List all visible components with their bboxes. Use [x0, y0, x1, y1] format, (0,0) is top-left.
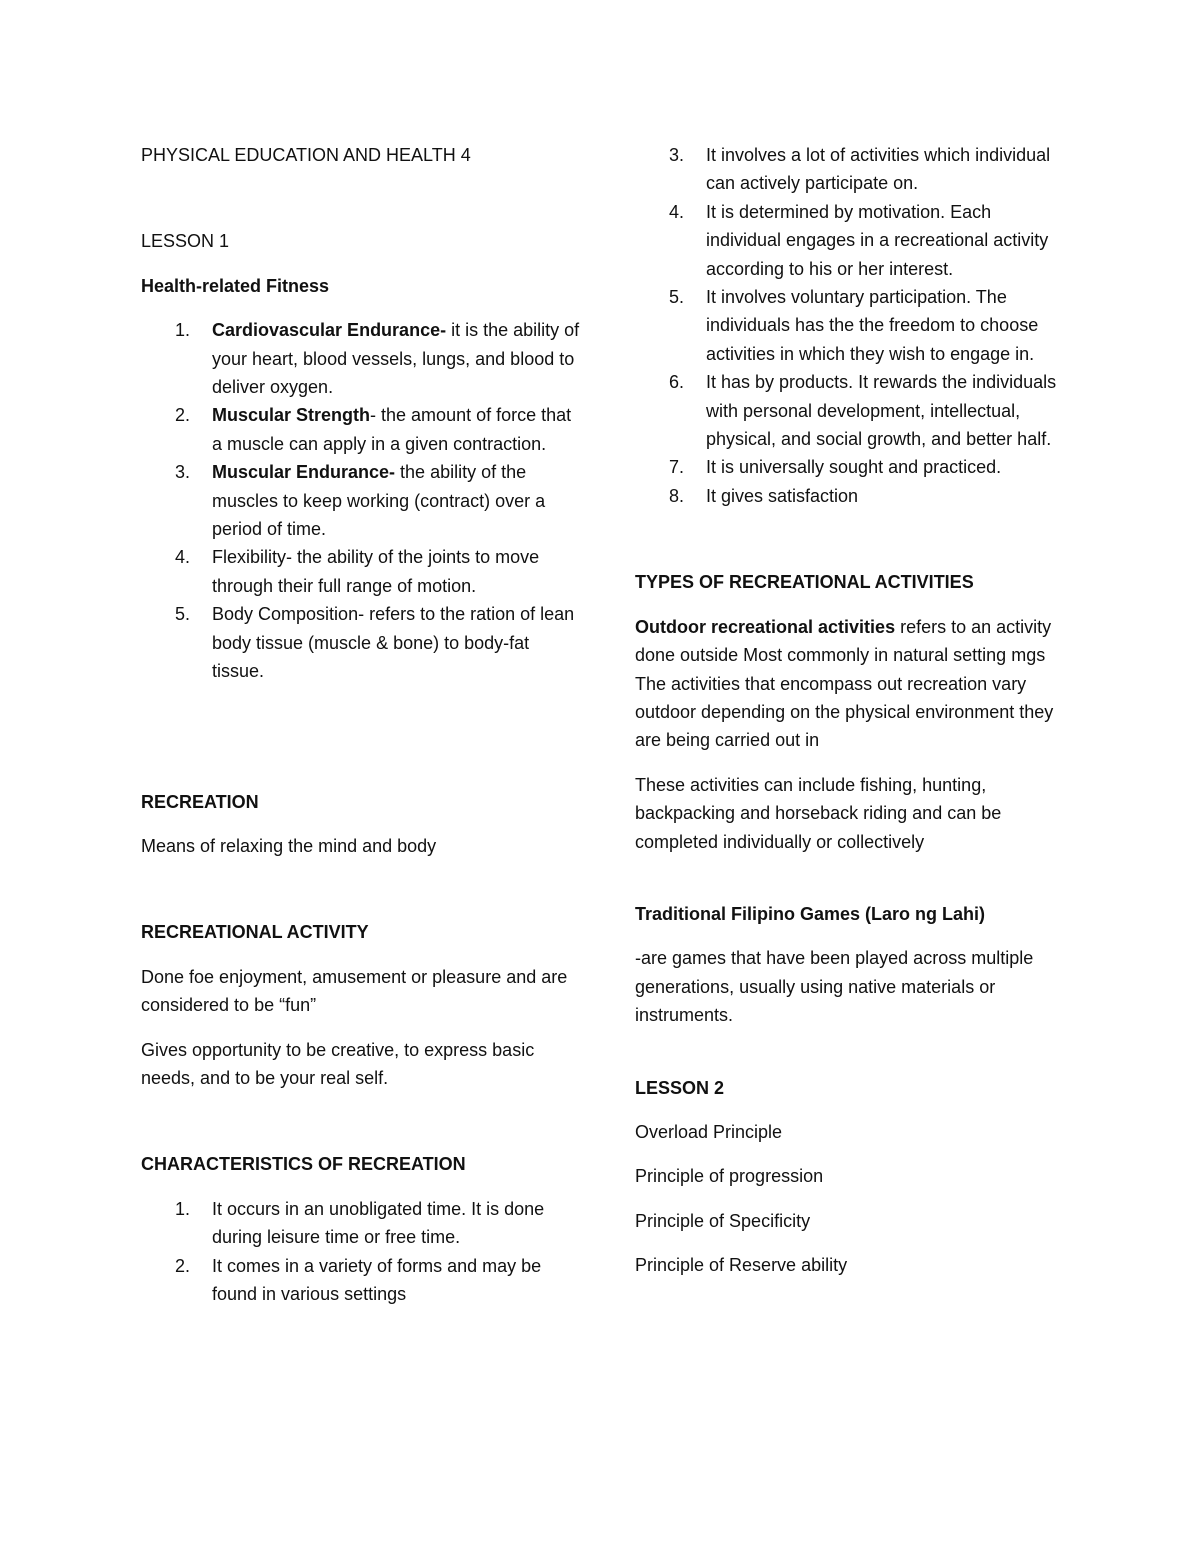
fitness-list — [141, 316, 581, 685]
fitness-heading: Health-related Fitness — [141, 275, 330, 296]
list-item: 3. It involves a lot of activities which individual can actively participate on. — [669, 145, 1051, 194]
document-title: PHYSICAL EDUCATION AND HEALTH 4 — [141, 145, 471, 165]
characteristics-heading: CHARACTERISTICS OF RECREATION — [141, 1154, 466, 1175]
principle-item: Overload Principle — [635, 1121, 783, 1142]
outdoor-paragraph: Outdoor recreational activities refers to an activity done outside Most commonly in natural setting mgs The activities that encompass out recreation vary outdoor depending on the physical environment they are being carried out in — [635, 616, 1054, 751]
list-item: 5. Body Composition- refers to the ration of lean body tissue (muscle & bone) to body-fat tissue. — [175, 604, 575, 682]
recreational-activity-p2: Gives opportunity to be creative, to express basic needs, and to be your real self. — [141, 1039, 535, 1088]
recreational-activity-p1: Done foe enjoyment, amusement or pleasure and are considered to be “fun” — [141, 966, 568, 1016]
right-column — [635, 141, 1065, 1280]
list-item: 2. Muscular Strength- the amount of force that a muscle can apply in a given contraction. — [175, 405, 572, 454]
lesson2-label: LESSON 2 — [635, 1077, 725, 1098]
characteristics-list-part1 — [141, 1195, 581, 1309]
recreation-heading: RECREATION — [141, 791, 259, 812]
characteristics-list-part2 — [635, 141, 1065, 510]
list-item: 8. It gives satisfaction — [669, 485, 859, 506]
list-item: 4. Flexibility- the ability of the joints to move through their full range of motion. — [175, 547, 540, 596]
list-item: 1. It occurs in an unobligated time. It is done during leisure time or free time. — [175, 1198, 545, 1248]
principle-item: Principle of progression — [635, 1166, 824, 1187]
list-item: 5. It involves voluntary participation. The individuals has the the freedom to choose activities in which they wish to engage in. — [669, 287, 1039, 364]
left-column — [141, 141, 581, 1308]
lesson1-label: LESSON 1 — [141, 231, 230, 252]
recreation-definition: Means of relaxing the mind and body — [141, 835, 437, 856]
list-item: 3. Muscular Endurance- the ability of the muscles to keep working (contract) over a period of time. — [175, 462, 546, 540]
examples-paragraph: These activities can include fishing, hunting, backpacking and horseback riding and can be completed individually or collectively — [635, 774, 1002, 852]
principle-item: Principle of Specificity — [635, 1210, 811, 1231]
traditional-games-heading: Traditional Filipino Games (Laro ng Lahi) — [635, 903, 986, 924]
list-item: 7. It is universally sought and practiced. — [669, 457, 1002, 478]
recreational-activity-heading: RECREATIONAL ACTIVITY — [141, 922, 369, 943]
list-item: 2. It comes in a variety of forms and may be found in various settings — [175, 1255, 542, 1304]
principle-item: Principle of Reserve ability — [635, 1255, 848, 1276]
types-heading: TYPES OF RECREATIONAL ACTIVITIES — [635, 572, 974, 593]
list-item: 6. It has by products. It rewards the individuals with personal development, intellectual, physical, and social growth, and better half. — [669, 372, 1057, 450]
list-item: 1. Cardiovascular Endurance- it is the ability of your heart, blood vessels, lungs, and blood to deliver oxygen. — [175, 320, 580, 398]
list-item: 4. It is determined by motivation. Each individual engages in a recreational activity according to his or her interest. — [669, 201, 1049, 279]
traditional-games-text: -are games that have been played across multiple generations, usually using native materials or instruments. — [635, 948, 1034, 1026]
